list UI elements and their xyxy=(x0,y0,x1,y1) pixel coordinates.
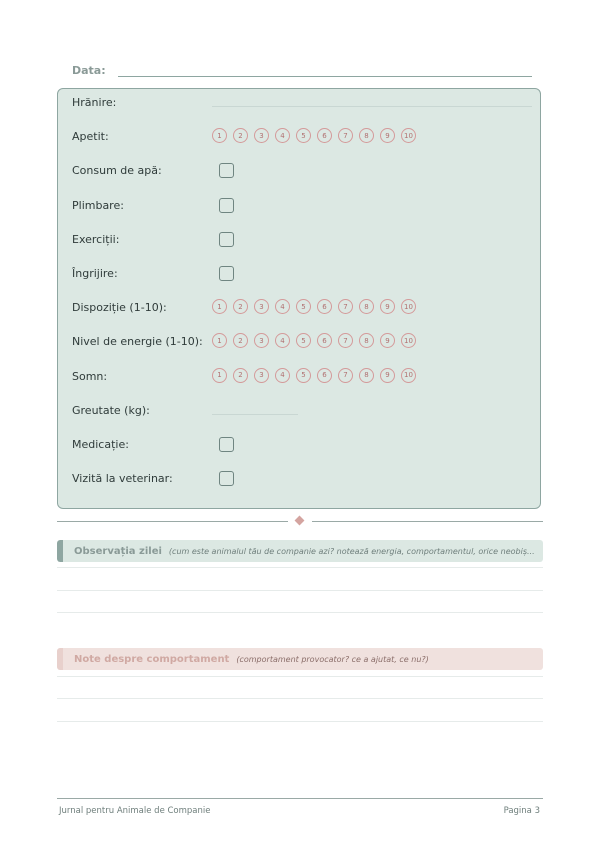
rating-circle[interactable]: 1 xyxy=(212,368,227,383)
log-row xyxy=(72,299,532,319)
rating-circle[interactable]: 2 xyxy=(233,299,248,314)
section-divider xyxy=(57,521,543,531)
diamond-ornament-icon xyxy=(295,516,305,526)
log-row xyxy=(72,94,532,114)
row-label: Consum de apă: xyxy=(72,164,162,178)
rating-circle[interactable]: 10 xyxy=(401,368,416,383)
row-label: Exerciții: xyxy=(72,232,120,246)
row-label: Apetit: xyxy=(72,130,109,144)
date-row xyxy=(72,62,532,82)
rating-circle[interactable]: 7 xyxy=(338,333,353,348)
rating-circle[interactable]: 10 xyxy=(401,333,416,348)
footer-title: Jurnal pentru Animale de Companie xyxy=(59,806,211,816)
log-row xyxy=(72,265,532,285)
daily-log-card xyxy=(57,88,541,509)
rating-circle[interactable]: 9 xyxy=(380,128,395,143)
log-row xyxy=(72,231,532,251)
rating-scale xyxy=(212,368,416,388)
rating-circle[interactable]: 6 xyxy=(317,333,332,348)
checkbox[interactable] xyxy=(219,266,234,281)
log-row xyxy=(72,402,532,422)
rating-circle[interactable]: 6 xyxy=(317,128,332,143)
checkbox[interactable] xyxy=(219,437,234,452)
rating-circle[interactable]: 6 xyxy=(317,299,332,314)
log-row xyxy=(72,162,532,182)
rating-circle[interactable]: 5 xyxy=(296,333,311,348)
rating-scale xyxy=(212,299,416,319)
row-label: Îngrijire: xyxy=(72,267,118,280)
checkbox[interactable] xyxy=(219,163,234,178)
date-input-line[interactable] xyxy=(118,76,532,77)
rating-circle[interactable]: 2 xyxy=(233,128,248,143)
rating-circle[interactable]: 4 xyxy=(275,333,290,348)
rating-circle[interactable]: 1 xyxy=(212,299,227,314)
log-row xyxy=(72,333,532,353)
rating-circle[interactable]: 3 xyxy=(254,128,269,143)
rating-circle[interactable]: 7 xyxy=(338,299,353,314)
rating-circle[interactable]: 5 xyxy=(296,368,311,383)
observation-write-line[interactable] xyxy=(57,590,543,591)
log-row xyxy=(72,197,532,217)
log-row xyxy=(72,470,532,490)
rating-circle[interactable]: 3 xyxy=(254,333,269,348)
footer-rule xyxy=(57,798,543,799)
log-row xyxy=(72,128,532,148)
rating-scale xyxy=(212,333,416,353)
observation-write-line[interactable] xyxy=(57,567,543,568)
observation-write-line[interactable] xyxy=(57,612,543,613)
checkbox[interactable] xyxy=(219,198,234,213)
observation-title: Observația zilei xyxy=(74,545,162,557)
text-entry-line[interactable] xyxy=(212,414,298,415)
rating-circle[interactable]: 6 xyxy=(317,368,332,383)
rating-circle[interactable]: 3 xyxy=(254,368,269,383)
rating-circle[interactable]: 7 xyxy=(338,368,353,383)
text-entry-line[interactable] xyxy=(212,106,532,107)
rating-circle[interactable]: 8 xyxy=(359,128,374,143)
rating-circle[interactable]: 1 xyxy=(212,128,227,143)
behavior-write-line[interactable] xyxy=(57,676,543,677)
row-label: Plimbare: xyxy=(72,198,124,212)
checkbox[interactable] xyxy=(219,471,234,486)
rating-circle[interactable]: 5 xyxy=(296,128,311,143)
log-row xyxy=(72,436,532,456)
row-label: Dispoziție (1-10): xyxy=(72,301,167,315)
rating-circle[interactable]: 4 xyxy=(275,299,290,314)
rating-circle[interactable]: 2 xyxy=(233,368,248,383)
rating-circle[interactable]: 9 xyxy=(380,333,395,348)
page-number: Pagina 3 xyxy=(503,806,540,816)
rating-circle[interactable]: 1 xyxy=(212,333,227,348)
rating-scale xyxy=(212,128,416,148)
rating-circle[interactable]: 7 xyxy=(338,128,353,143)
rating-circle[interactable]: 10 xyxy=(401,299,416,314)
observation-header xyxy=(57,540,543,562)
behavior-hint: (comportament provocator? ce a ajutat, ce nu?) xyxy=(236,654,429,664)
observation-hint: (cum este animalul tău de companie azi? notează energia, comportamentul, orice neobiș... xyxy=(168,546,535,556)
row-label: Somn: xyxy=(72,369,108,383)
rating-circle[interactable]: 10 xyxy=(401,128,416,143)
row-label: Vizită la veterinar: xyxy=(72,472,173,486)
behavior-header xyxy=(57,648,543,670)
row-label: Greutate (kg): xyxy=(72,403,150,417)
rating-circle[interactable]: 9 xyxy=(380,299,395,314)
log-row xyxy=(72,368,532,388)
checkbox[interactable] xyxy=(219,232,234,247)
rating-circle[interactable]: 4 xyxy=(275,128,290,143)
row-label: Medicație: xyxy=(72,438,129,451)
behavior-title: Note despre comportament xyxy=(74,653,230,665)
rating-circle[interactable]: 3 xyxy=(254,299,269,314)
rating-circle[interactable]: 9 xyxy=(380,368,395,383)
rating-circle[interactable]: 2 xyxy=(233,333,248,348)
date-label: Data: xyxy=(72,64,106,77)
rating-circle[interactable]: 8 xyxy=(359,299,374,314)
row-label: Nivel de energie (1-10): xyxy=(72,335,203,349)
rating-circle[interactable]: 5 xyxy=(296,299,311,314)
rating-circle[interactable]: 8 xyxy=(359,333,374,348)
rating-circle[interactable]: 8 xyxy=(359,368,374,383)
behavior-write-line[interactable] xyxy=(57,721,543,722)
row-label: Hrănire: xyxy=(72,96,117,109)
behavior-write-line[interactable] xyxy=(57,698,543,699)
rating-circle[interactable]: 4 xyxy=(275,368,290,383)
